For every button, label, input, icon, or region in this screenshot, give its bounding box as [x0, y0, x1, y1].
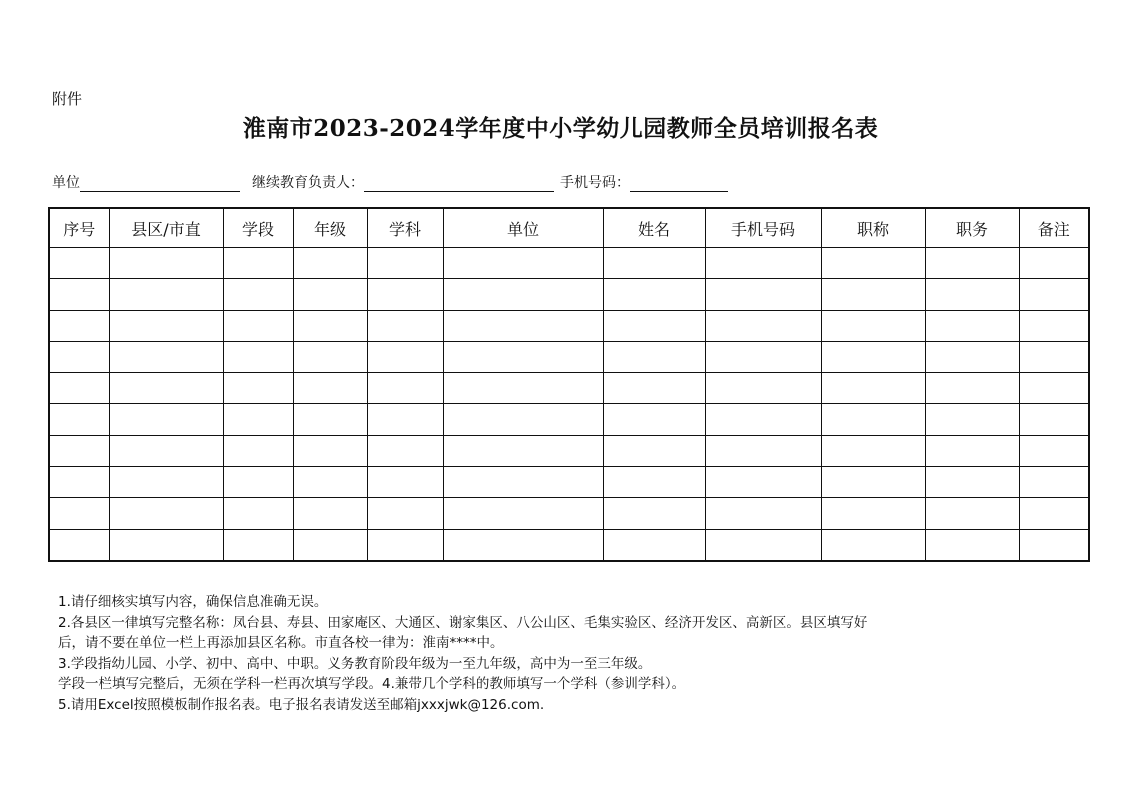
header-subject: 学科 [367, 208, 443, 248]
table-cell[interactable] [443, 467, 603, 498]
table-cell[interactable] [109, 373, 223, 404]
table-cell[interactable] [367, 467, 443, 498]
table-cell[interactable] [109, 404, 223, 435]
table-cell[interactable] [223, 529, 293, 561]
note-line: 3.学段指幼儿园、小学、初中、高中、中职。义务教育阶段年级为一至九年级，高中为一至三年级。 [58, 655, 652, 672]
table-cell[interactable] [821, 498, 925, 529]
table-cell[interactable] [49, 529, 109, 561]
table-cell[interactable] [293, 529, 367, 561]
table-cell[interactable] [821, 529, 925, 561]
table-cell[interactable] [367, 404, 443, 435]
table-cell[interactable] [49, 467, 109, 498]
table-cell[interactable] [293, 498, 367, 529]
table-cell[interactable] [109, 310, 223, 341]
header-seq: 序号 [49, 208, 109, 248]
table-cell[interactable] [925, 498, 1019, 529]
table-cell[interactable] [925, 529, 1019, 561]
note-line: 后，请不要在单位一栏上再添加县区名称。市直各校一律为：淮南****中。 [58, 635, 504, 651]
table-cell[interactable] [925, 279, 1019, 310]
table-cell[interactable] [367, 373, 443, 404]
table-cell[interactable] [1019, 373, 1089, 404]
table-cell[interactable] [925, 435, 1019, 466]
table-cell[interactable] [223, 467, 293, 498]
table-row [49, 341, 1089, 372]
table-cell[interactable] [49, 341, 109, 372]
table-cell[interactable] [367, 341, 443, 372]
phone-label: 手机号码： [560, 175, 630, 191]
table-cell[interactable] [821, 467, 925, 498]
table-cell[interactable] [603, 435, 705, 466]
table-cell[interactable] [705, 467, 821, 498]
table-cell[interactable] [443, 341, 603, 372]
table-cell[interactable] [821, 435, 925, 466]
table-cell[interactable] [1019, 467, 1089, 498]
table-cell[interactable] [367, 279, 443, 310]
table-cell[interactable] [925, 404, 1019, 435]
table-cell[interactable] [925, 341, 1019, 372]
note-line: 1.请仔细核实填写内容，确保信息准确无误。 [58, 594, 328, 610]
table-cell[interactable] [821, 341, 925, 372]
table-cell[interactable] [821, 404, 925, 435]
table-cell[interactable] [821, 279, 925, 310]
header-position: 职务 [925, 208, 1019, 248]
table-cell[interactable] [705, 248, 821, 279]
table-cell[interactable] [705, 341, 821, 372]
table-cell[interactable] [293, 279, 367, 310]
header-phone: 手机号码 [705, 208, 821, 248]
table-cell[interactable] [49, 435, 109, 466]
table-cell[interactable] [443, 404, 603, 435]
table-cell[interactable] [293, 404, 367, 435]
contact-label: 继续教育负责人： [252, 175, 364, 191]
table-cell[interactable] [821, 310, 925, 341]
table-cell[interactable] [223, 341, 293, 372]
table-cell[interactable] [367, 529, 443, 561]
table-cell[interactable] [293, 373, 367, 404]
table-cell[interactable] [705, 404, 821, 435]
table-cell[interactable] [49, 498, 109, 529]
table-cell[interactable] [443, 435, 603, 466]
table-cell[interactable] [1019, 498, 1089, 529]
header-name: 姓名 [603, 208, 705, 248]
registration-table [48, 207, 1090, 562]
table-cell[interactable] [603, 498, 705, 529]
table-row [49, 498, 1089, 529]
table-cell[interactable] [223, 404, 293, 435]
table-cell[interactable] [293, 341, 367, 372]
table-cell[interactable] [603, 404, 705, 435]
table-cell[interactable] [49, 279, 109, 310]
table-cell[interactable] [443, 310, 603, 341]
table-cell[interactable] [925, 467, 1019, 498]
table-cell[interactable] [109, 529, 223, 561]
unit-blank[interactable] [80, 177, 240, 192]
table-cell[interactable] [603, 341, 705, 372]
registration-table-wrap [48, 207, 1088, 562]
table-row [49, 279, 1089, 310]
table-cell[interactable] [367, 310, 443, 341]
table-cell[interactable] [49, 248, 109, 279]
table-row [49, 435, 1089, 466]
table-cell[interactable] [443, 498, 603, 529]
contact-blank[interactable] [364, 177, 554, 192]
table-cell[interactable] [1019, 435, 1089, 466]
table-row [49, 248, 1089, 279]
notes [58, 592, 1088, 715]
attachment-label: 附件 [52, 90, 83, 108]
table-cell[interactable] [109, 467, 223, 498]
table-cell[interactable] [821, 373, 925, 404]
table-cell[interactable] [367, 498, 443, 529]
table-cell[interactable] [109, 248, 223, 279]
table-cell[interactable] [603, 279, 705, 310]
header-unit: 单位 [443, 208, 603, 248]
table-cell[interactable] [223, 279, 293, 310]
table-cell[interactable] [603, 248, 705, 279]
table-cell[interactable] [223, 435, 293, 466]
table-cell[interactable] [1019, 310, 1089, 341]
table-cell[interactable] [1019, 529, 1089, 561]
table-cell[interactable] [109, 435, 223, 466]
header-title: 职称 [821, 208, 925, 248]
table-cell[interactable] [705, 279, 821, 310]
table-body [49, 248, 1089, 561]
table-cell[interactable] [603, 373, 705, 404]
table-row [49, 467, 1089, 498]
table-cell[interactable] [443, 248, 603, 279]
note-line: 学段一栏填写完整后，无须在学科一栏再次填写学段。4.兼带几个学科的教师填写一个学科（参训学科）。 [58, 676, 686, 692]
table-cell[interactable] [603, 529, 705, 561]
table-cell[interactable] [109, 341, 223, 372]
table-cell[interactable] [925, 310, 1019, 341]
table-cell[interactable] [705, 435, 821, 466]
table-cell[interactable] [223, 498, 293, 529]
note-line: 5.请用Excel按照模板制作报名表。电子报名表请发送至邮箱jxxxjwk@126.com. [58, 696, 545, 713]
page-title: 淮南市2023-2024学年度中小学幼儿园教师全员培训报名表 [242, 115, 879, 142]
table-header-row [49, 208, 1089, 248]
table-row [49, 373, 1089, 404]
table-cell[interactable] [443, 279, 603, 310]
table-cell[interactable] [705, 529, 821, 561]
table-cell[interactable] [293, 467, 367, 498]
note-line: 2.各县区一律填写完整名称：凤台县、寿县、田家庵区、大通区、谢家集区、八公山区、毛集实验区、经济开发区、高新区。县区填写好 [58, 614, 868, 631]
header-fields [52, 172, 728, 192]
header-grade: 年级 [293, 208, 367, 248]
header-stage: 学段 [223, 208, 293, 248]
table-cell[interactable] [49, 310, 109, 341]
table-cell[interactable] [109, 279, 223, 310]
table-cell[interactable] [367, 248, 443, 279]
table-cell[interactable] [367, 435, 443, 466]
table-cell[interactable] [293, 435, 367, 466]
table-cell[interactable] [705, 373, 821, 404]
table-cell[interactable] [925, 373, 1019, 404]
table-cell[interactable] [603, 310, 705, 341]
table-cell[interactable] [1019, 341, 1089, 372]
table-cell[interactable] [1019, 404, 1089, 435]
table-cell[interactable] [443, 373, 603, 404]
unit-label: 单位 [52, 175, 80, 191]
table-cell[interactable] [443, 529, 603, 561]
table-cell[interactable] [1019, 248, 1089, 279]
table-cell[interactable] [293, 310, 367, 341]
table-row [49, 529, 1089, 561]
table-cell[interactable] [49, 373, 109, 404]
table-cell[interactable] [223, 310, 293, 341]
table-cell[interactable] [1019, 279, 1089, 310]
phone-blank[interactable] [630, 177, 728, 192]
table-cell[interactable] [109, 498, 223, 529]
table-cell[interactable] [223, 373, 293, 404]
header-county: 县区/市直 [109, 208, 223, 248]
table-cell[interactable] [821, 248, 925, 279]
table-cell[interactable] [223, 248, 293, 279]
table-row [49, 310, 1089, 341]
table-cell[interactable] [49, 404, 109, 435]
table-cell[interactable] [705, 498, 821, 529]
table-cell[interactable] [925, 248, 1019, 279]
table-cell[interactable] [603, 467, 705, 498]
header-remarks: 备注 [1019, 208, 1089, 248]
table-row [49, 404, 1089, 435]
table-cell[interactable] [705, 310, 821, 341]
table-cell[interactable] [293, 248, 367, 279]
